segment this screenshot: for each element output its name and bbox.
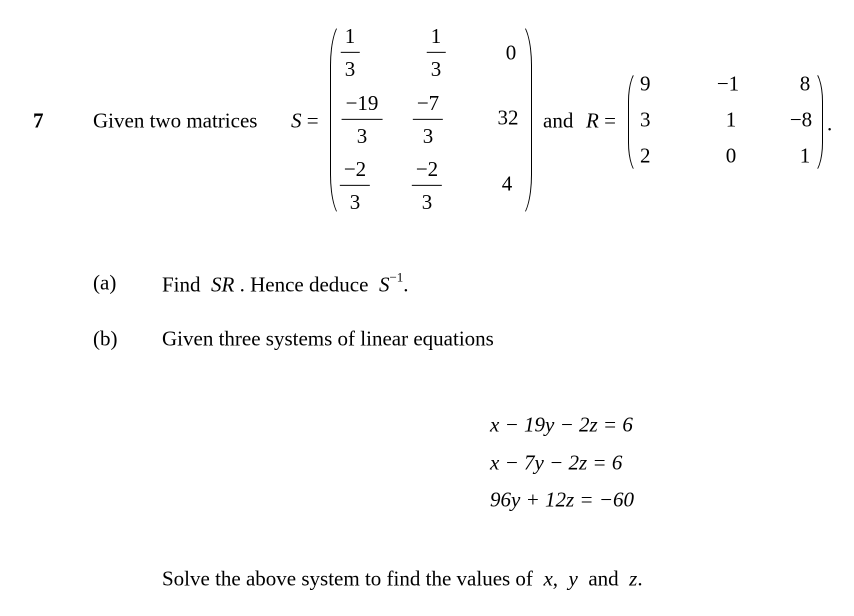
matrix-cell: 8 (799, 71, 811, 96)
right-paren (519, 22, 532, 218)
matrix-cell: 0 (725, 143, 737, 168)
equals-sign: = (604, 108, 616, 133)
matrix-cell: 3 (640, 107, 651, 132)
matrix-cell: 9 (640, 71, 651, 96)
matrix-cell: 1 (725, 107, 737, 132)
matrix-cell: −19 3 (342, 93, 383, 147)
question-intro: Given two matrices (93, 108, 258, 133)
matrix-cell: −2 3 (340, 159, 370, 213)
matrix-s-label (291, 108, 319, 133)
matrix-cell: −8 (789, 107, 813, 132)
right-paren (812, 70, 823, 174)
part-a-text: Find SR . Hence deduce $S^{-1}$. (162, 269, 409, 297)
part-b-text: Given three systems of linear equations (162, 326, 494, 351)
r-symbol: R (586, 108, 599, 133)
matrix-cell: 1 (799, 143, 811, 168)
matrix-cell: 0 (505, 40, 517, 65)
matrix-r-label (586, 108, 616, 133)
part-b-label: (b) (93, 326, 118, 351)
matrix-cell: −2 3 (412, 159, 442, 213)
matrix-cell: 4 (501, 171, 513, 196)
question-number: 7 (33, 108, 44, 133)
end-period: . (827, 111, 833, 136)
conjunction-and: and (543, 108, 574, 133)
equation-2: x − 7y − 2z = 6 (490, 450, 623, 475)
matrix-cell: −7 3 (413, 93, 443, 147)
equals-sign: = (306, 108, 319, 133)
equation-3: 96y + 12z = −60 (490, 487, 635, 512)
part-a-label: (a) (93, 270, 117, 295)
solve-instruction: Solve the above system to find the values of x, y and z. (162, 566, 643, 591)
equation-1: x − 19y − 2z = 6 (490, 412, 633, 437)
s-symbol: S (291, 108, 302, 133)
matrix-cell: 32 (497, 105, 519, 130)
matrix-cell: 1 3 (427, 26, 446, 80)
matrix-cell: 2 (640, 143, 651, 168)
matrix-cell: 1 3 (341, 26, 360, 80)
left-paren (628, 70, 639, 174)
matrix-cell: −1 (716, 71, 740, 96)
